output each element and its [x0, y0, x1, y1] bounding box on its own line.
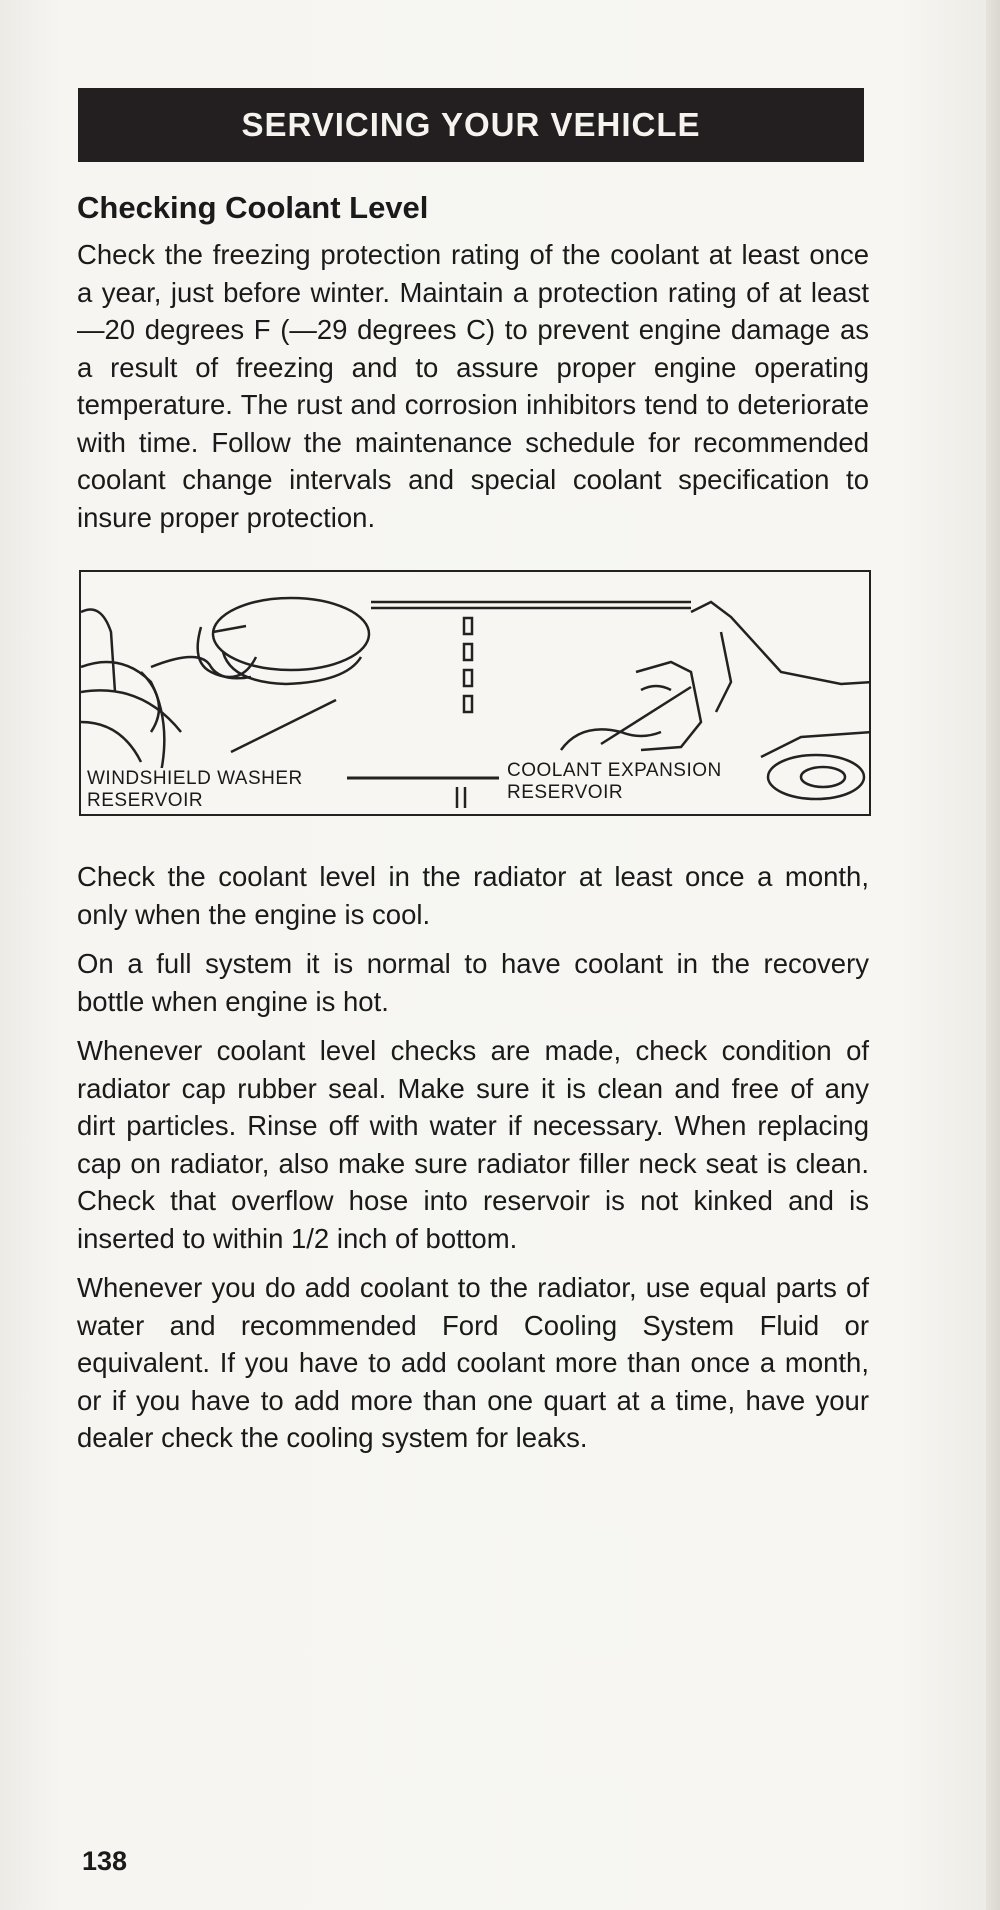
coolant-reservoir-label — [505, 760, 724, 804]
paragraph-add-coolant: Whenever you do add coolant to the radiator, use equal parts of water and recommended Ford Cooling System Fluid or equivalent. If you have to add coolant more than once a month, or if you have to add more than one quart at a time, have your dealer check the cooling system for leaks. — [77, 1272, 869, 1453]
washer-label-line2: RESERVOIR — [87, 790, 204, 811]
paragraph-check-level: Check the coolant level in the radiator at least once a month, only when the engine is cool. — [77, 861, 869, 930]
coolant-label-line2: RESERVOIR — [507, 782, 624, 803]
section-title: Checking Coolant Level — [77, 190, 429, 225]
page-number: 138 — [82, 1846, 128, 1876]
body-paragraphs — [77, 858, 869, 1457]
coolant-reservoir-figure — [79, 570, 871, 816]
paragraph-cap-seal: Whenever coolant level checks are made, check condition of radiator cap rubber seal. Make sure it is clean and free of any dirt particles. Rinse off with water if necessary. When replacing cap on radiator, also make sure radiator filler neck seat is clean. Check that overflow hose into reservoir is not kinked and is inserted to within 1/2 inch of bottom. — [77, 1035, 869, 1254]
washer-label-line1: WINDSHIELD WASHER — [87, 768, 303, 789]
coolant-label-line1: COOLANT EXPANSION — [507, 760, 722, 781]
intro-paragraph: Check the freezing protection rating of the coolant at least once a year, just before winter. Maintain a protection rating of at least —20 degrees F (—29 degrees C) to prevent engine damage as a result of freezing and to assure proper engine operating temperature. The rust and corrosion inhibitors tend to deteriorate with time. Follow the maintenance schedule for recommended coolant change intervals and special coolant specification to insure proper protection. — [77, 239, 869, 533]
page-edge — [986, 0, 1000, 1910]
section-header-title: SERVICING YOUR VEHICLE — [241, 106, 701, 143]
washer-reservoir-label — [85, 768, 305, 812]
paragraph-full-system: On a full system it is normal to have coolant in the recovery bottle when engine is hot. — [77, 948, 869, 1017]
page-content — [77, 190, 869, 1469]
section-header-bar — [78, 88, 864, 162]
